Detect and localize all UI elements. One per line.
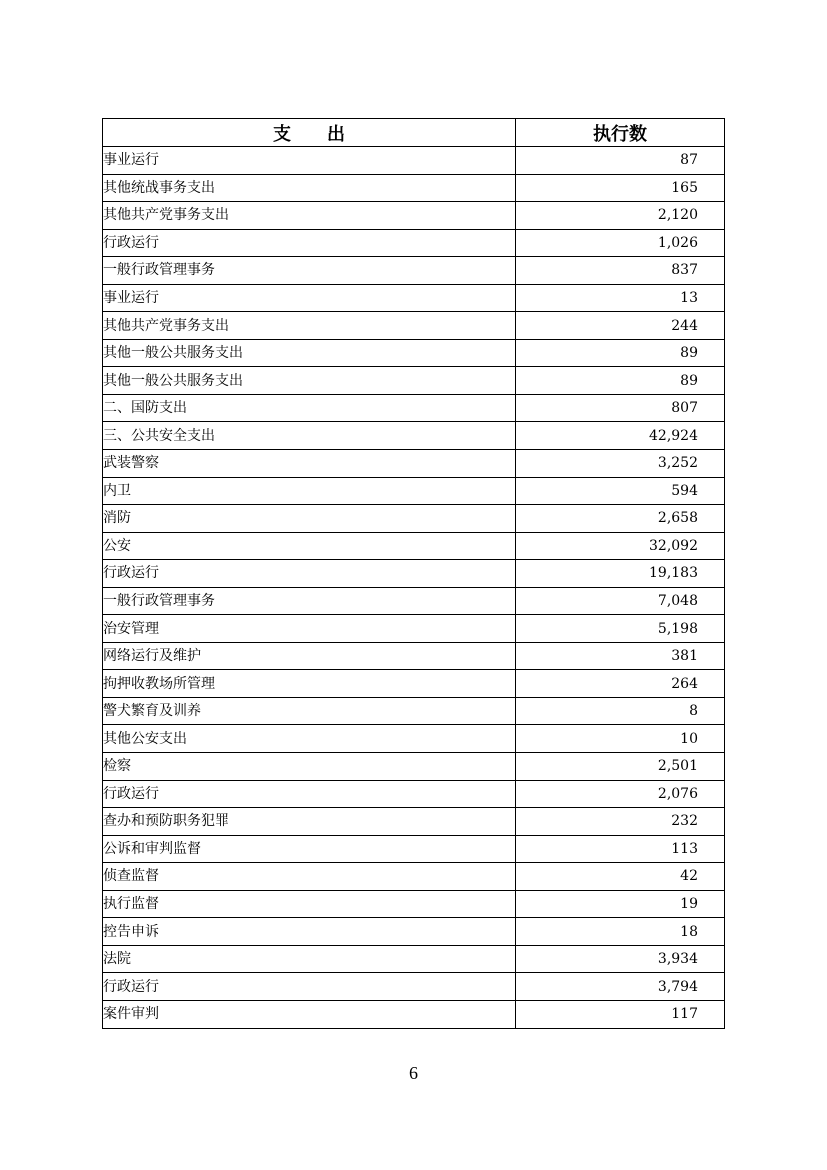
row-item-label: 事业运行 (103, 147, 516, 175)
row-item-label: 公安 (103, 532, 516, 560)
row-amount: 3,934 (516, 945, 725, 973)
row-item-label: 其他一般公共服务支出 (103, 339, 516, 367)
table-row (103, 229, 725, 257)
row-item-label: 二、国防支出 (103, 394, 516, 422)
row-amount: 7,048 (516, 587, 725, 615)
header-execution-amount: 执行数 (516, 119, 725, 147)
table-row (103, 945, 725, 973)
row-amount: 19,183 (516, 560, 725, 588)
row-amount: 232 (516, 808, 725, 836)
row-item-label: 侦查监督 (103, 863, 516, 891)
row-item-label: 案件审判 (103, 1000, 516, 1028)
header-expenditure: 支 出 (103, 119, 516, 147)
table-row (103, 505, 725, 533)
table-row (103, 697, 725, 725)
table-row (103, 284, 725, 312)
row-amount: 13 (516, 284, 725, 312)
row-amount: 19 (516, 890, 725, 918)
table-row (103, 202, 725, 230)
expenditure-table (102, 118, 725, 1029)
row-item-label: 一般行政管理事务 (103, 587, 516, 615)
table-row (103, 780, 725, 808)
row-amount: 1,026 (516, 229, 725, 257)
table-row (103, 973, 725, 1001)
row-amount: 113 (516, 835, 725, 863)
row-item-label: 拘押收教场所管理 (103, 670, 516, 698)
row-amount: 5,198 (516, 615, 725, 643)
row-amount: 244 (516, 312, 725, 340)
row-amount: 42,924 (516, 422, 725, 450)
row-item-label: 其他公安支出 (103, 725, 516, 753)
row-item-label: 其他共产党事务支出 (103, 312, 516, 340)
table-row (103, 835, 725, 863)
row-item-label: 武装警察 (103, 450, 516, 478)
row-item-label: 三、公共安全支出 (103, 422, 516, 450)
row-item-label: 执行监督 (103, 890, 516, 918)
table-row (103, 615, 725, 643)
table-row (103, 532, 725, 560)
table-row (103, 312, 725, 340)
row-amount: 3,252 (516, 450, 725, 478)
table-row (103, 587, 725, 615)
row-item-label: 事业运行 (103, 284, 516, 312)
table-row (103, 147, 725, 175)
row-item-label: 内卫 (103, 477, 516, 505)
row-item-label: 行政运行 (103, 560, 516, 588)
row-amount: 8 (516, 697, 725, 725)
row-amount: 89 (516, 339, 725, 367)
row-amount: 2,076 (516, 780, 725, 808)
table-row (103, 890, 725, 918)
table-row (103, 918, 725, 946)
row-item-label: 控告申诉 (103, 918, 516, 946)
table-row (103, 1000, 725, 1028)
row-amount: 32,092 (516, 532, 725, 560)
table-row (103, 257, 725, 285)
row-item-label: 检察 (103, 753, 516, 781)
row-amount: 89 (516, 367, 725, 395)
table-row (103, 808, 725, 836)
row-amount: 2,501 (516, 753, 725, 781)
table-row (103, 450, 725, 478)
row-amount: 381 (516, 642, 725, 670)
row-amount: 2,658 (516, 505, 725, 533)
row-amount: 87 (516, 147, 725, 175)
table-row (103, 670, 725, 698)
row-item-label: 其他统战事务支出 (103, 174, 516, 202)
row-item-label: 公诉和审判监督 (103, 835, 516, 863)
table-row (103, 367, 725, 395)
row-item-label: 其他共产党事务支出 (103, 202, 516, 230)
row-item-label: 行政运行 (103, 973, 516, 1001)
table-header-row (103, 119, 725, 147)
row-item-label: 法院 (103, 945, 516, 973)
row-amount: 837 (516, 257, 725, 285)
row-item-label: 行政运行 (103, 780, 516, 808)
row-item-label: 治安管理 (103, 615, 516, 643)
table-row (103, 863, 725, 891)
table-row (103, 422, 725, 450)
row-amount: 594 (516, 477, 725, 505)
row-item-label: 查办和预防职务犯罪 (103, 808, 516, 836)
table-row (103, 642, 725, 670)
row-amount: 18 (516, 918, 725, 946)
row-item-label: 其他一般公共服务支出 (103, 367, 516, 395)
table-row (103, 477, 725, 505)
table-row (103, 560, 725, 588)
table-row (103, 394, 725, 422)
row-item-label: 消防 (103, 505, 516, 533)
row-amount: 10 (516, 725, 725, 753)
row-amount: 117 (516, 1000, 725, 1028)
row-amount: 165 (516, 174, 725, 202)
row-item-label: 网络运行及维护 (103, 642, 516, 670)
page-number: 6 (409, 1063, 418, 1083)
row-amount: 2,120 (516, 202, 725, 230)
row-item-label: 警犬繁育及训养 (103, 697, 516, 725)
row-amount: 3,794 (516, 973, 725, 1001)
table-row (103, 174, 725, 202)
table-row (103, 725, 725, 753)
row-item-label: 行政运行 (103, 229, 516, 257)
table-row (103, 753, 725, 781)
table-row (103, 339, 725, 367)
row-amount: 42 (516, 863, 725, 891)
row-amount: 807 (516, 394, 725, 422)
row-amount: 264 (516, 670, 725, 698)
table-body (103, 147, 725, 1029)
row-item-label: 一般行政管理事务 (103, 257, 516, 285)
